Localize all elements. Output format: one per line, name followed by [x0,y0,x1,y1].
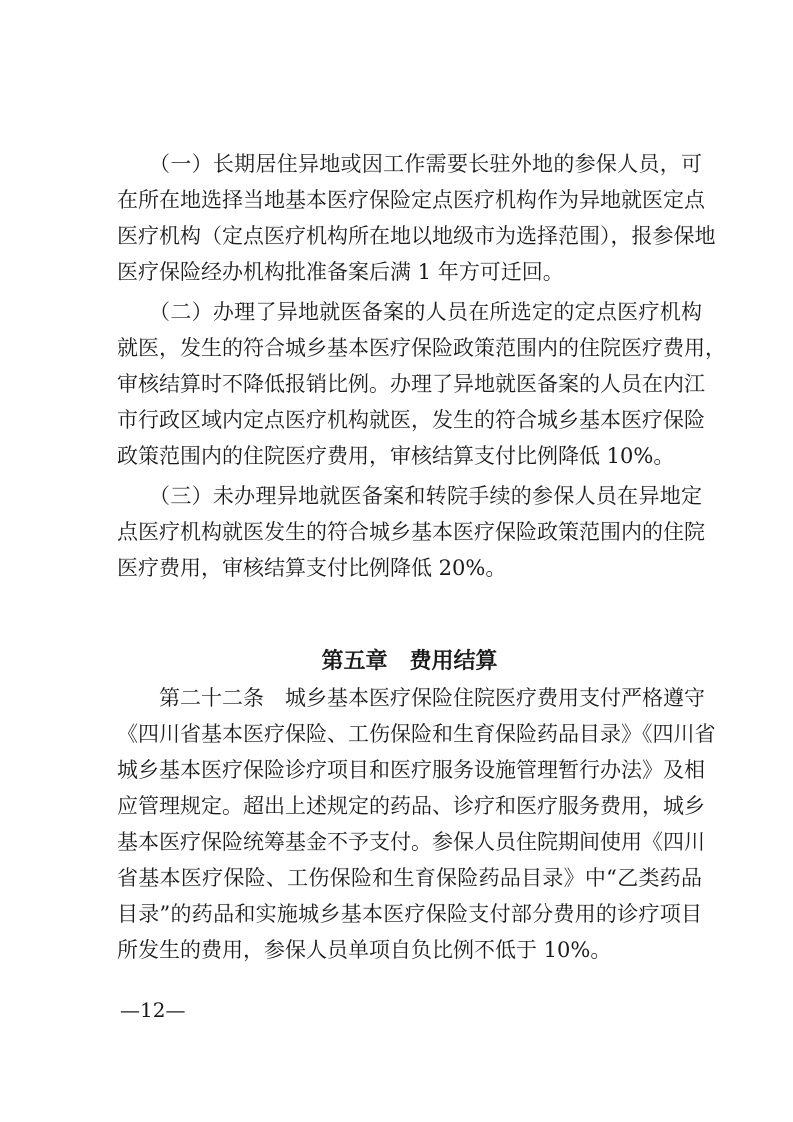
text-line: 医疗机构（定点医疗机构所在地以地级市为选择范围），报参保地 [117,224,716,248]
text-line: 点医疗机构就医发生的符合城乡基本医疗保险政策范围内的住院 [117,520,705,544]
text-line: 应管理规定。超出上述规定的药品、诊疗和医疗服务费用，城乡 [117,794,705,818]
page-number: —12— [120,998,186,1022]
text-line: 省基本医疗保险、工伤保险和生育保险药品目录》中“乙类药品 [117,866,702,890]
text-line: 审核结算时不降低报销比例。办理了异地就医备案的人员在内江 [117,372,705,396]
text-line: 在所在地选择当地基本医疗保险定点医疗机构作为异地就医定点 [117,188,705,212]
text-line: 第二十二条 城乡基本医疗保险住院医疗费用支付严格遵守 [117,686,705,710]
text-line: 城乡基本医疗保险诊疗项目和医疗服务设施管理暂行办法》及相 [117,758,705,782]
text-line: （一）长期居住异地或因工作需要长驻外地的参保人员，可 [117,152,702,176]
text-line: （三）未办理异地就医备案和转院手续的参保人员在异地定 [117,484,702,508]
text-line: 就医，发生的符合城乡基本医疗保险政策范围内的住院医疗费用， [117,336,726,360]
text-line: 政策范围内的住院医疗费用，审核结算支付比例降低 10%。 [117,444,675,468]
text-line: 《四川省基本医疗保险、工伤保险和生育保险药品目录》《四川省 [117,722,716,746]
chapter-heading: 第五章 费用结算 [321,648,498,674]
text-line: 基本医疗保险统筹基金不予支付。参保人员住院期间使用《四川 [117,830,705,854]
text-line: 目录”的药品和实施城乡基本医疗保险支付部分费用的诊疗项目 [117,902,702,926]
text-line: 医疗费用，审核结算支付比例降低 20%。 [117,556,507,580]
text-line: （二）办理了异地就医备案的人员在所选定的定点医疗机构 [117,300,702,324]
text-line: 医疗保险经办机构批准备案后满 1 年方可迁回。 [117,260,564,284]
text-line: 所发生的费用，参保人员单项自负比例不低于 10%。 [117,938,612,962]
text-line: 市行政区域内定点医疗机构就医，发生的符合城乡基本医疗保险 [117,408,705,432]
